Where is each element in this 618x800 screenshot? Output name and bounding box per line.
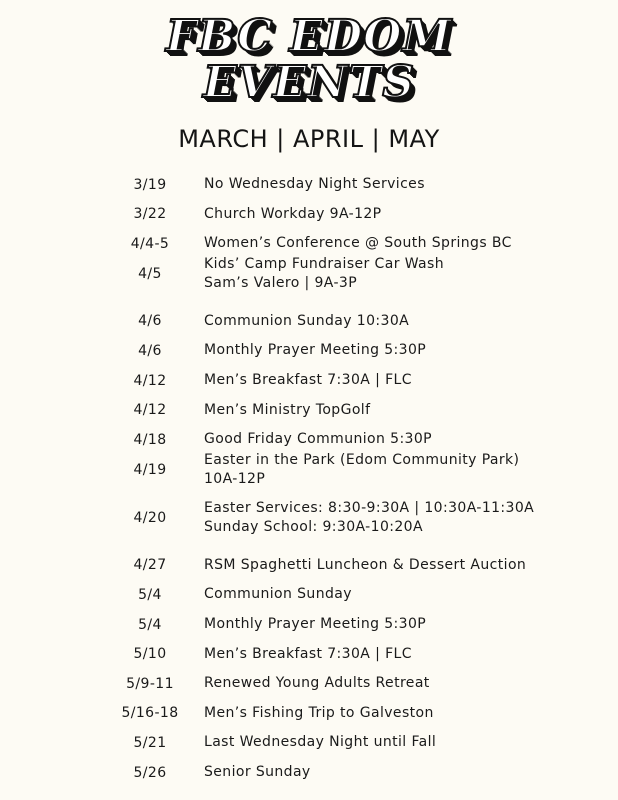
event-date: 4/18: [133, 431, 167, 448]
event-date: 5/10: [133, 646, 167, 663]
event-description: [204, 371, 604, 390]
event-description-line: Men’s Ministry TopGolf: [204, 401, 371, 418]
event-description-line: Last Wednesday Night until Fall: [204, 734, 437, 751]
event-date: 5/4: [138, 616, 162, 633]
event-description-line: Church Workday 9A-12P: [204, 205, 382, 222]
event-row: [0, 451, 618, 489]
event-description-line: Monthly Prayer Meeting 5:30P: [204, 342, 427, 359]
event-date: 3/22: [133, 206, 167, 223]
event-row: [0, 312, 618, 331]
event-date: 4/27: [133, 557, 167, 574]
event-date: 5/26: [133, 764, 167, 781]
event-date: 3/19: [133, 176, 167, 193]
event-row: [0, 175, 618, 194]
months-subtitle: MARCH | APRIL | MAY: [178, 125, 440, 153]
event-description: [204, 645, 604, 664]
event-row: [0, 371, 618, 390]
event-description-line: Kids’ Camp Fundraiser Car Wash: [204, 255, 444, 272]
event-description-line: No Wednesday Night Services: [204, 176, 425, 192]
event-description-line: RSM Spaghetti Luncheon & Dessert Auction: [204, 556, 527, 573]
event-date: 4/4-5: [130, 235, 170, 252]
event-description: [204, 175, 604, 194]
event-description: [204, 451, 604, 489]
event-row: [0, 205, 618, 224]
event-row: [0, 763, 618, 782]
event-description: [204, 234, 604, 253]
event-description: [204, 499, 604, 537]
event-description-line: Monthly Prayer Meeting 5:30P: [204, 616, 427, 632]
event-row: [0, 341, 618, 360]
event-date: 4/20: [133, 509, 167, 526]
event-description: [204, 430, 604, 449]
event-description: [204, 556, 604, 575]
event-description-line: Easter Services: 8:30-9:30A | 10:30A-11:30A: [204, 499, 535, 516]
event-description: [204, 312, 604, 331]
event-row: [0, 499, 618, 537]
event-row: [0, 255, 618, 293]
event-row: [0, 733, 618, 752]
event-description: [204, 255, 604, 293]
event-title: [0, 11, 618, 108]
event-row: [0, 585, 618, 604]
event-description: [204, 585, 604, 604]
event-description: [204, 674, 604, 693]
event-row: [0, 615, 618, 634]
event-description-line: Communion Sunday 10:30A: [204, 312, 410, 329]
event-description: [204, 704, 604, 723]
event-date: 4/12: [133, 402, 167, 419]
event-row: [0, 645, 618, 664]
event-date: 4/12: [133, 372, 167, 389]
event-description-line: Good Friday Communion 5:30P: [204, 431, 433, 448]
event-description-line: Renewed Young Adults Retreat: [204, 675, 430, 692]
event-date: 4/5: [138, 265, 162, 282]
title-line-1: FBC EDOM: [165, 11, 453, 62]
event-description-line: Men’s Breakfast 7:30A | FLC: [204, 645, 412, 662]
title-line-2: EVENTS: [203, 57, 415, 108]
event-date: 5/16-18: [121, 705, 179, 722]
event-description: [204, 205, 604, 224]
event-date: 4/19: [133, 461, 167, 478]
event-description-line: Sam’s Valero | 9A-3P: [204, 274, 358, 291]
event-row: [0, 401, 618, 420]
event-row: [0, 704, 618, 723]
event-description-line: Easter in the Park (Edom Community Park): [204, 451, 520, 468]
event-description: [204, 733, 604, 752]
event-date: 4/6: [138, 313, 162, 330]
event-description-line: Communion Sunday: [204, 586, 352, 603]
event-date: 4/6: [138, 342, 162, 359]
event-date: 5/9-11: [126, 675, 174, 692]
event-row: [0, 430, 618, 449]
event-description-line: Men’s Breakfast 7:30A | FLC: [204, 372, 412, 388]
event-description-line: Men’s Fishing Trip to Galveston: [204, 704, 434, 721]
event-date: 5/4: [138, 586, 162, 603]
event-description: [204, 615, 604, 634]
event-description: [204, 341, 604, 360]
event-row: [0, 674, 618, 693]
event-row: [0, 234, 618, 253]
event-description-line: 10A-12P: [204, 470, 266, 487]
event-description-line: Senior Sunday: [204, 764, 311, 780]
event-description: [204, 401, 604, 420]
event-description-line: Sunday School: 9:30A-10:20A: [204, 518, 423, 535]
event-row: [0, 556, 618, 575]
event-description-line: Women’s Conference @ South Springs BC: [204, 235, 512, 252]
event-date: 5/21: [133, 734, 167, 751]
event-description: [204, 763, 604, 782]
